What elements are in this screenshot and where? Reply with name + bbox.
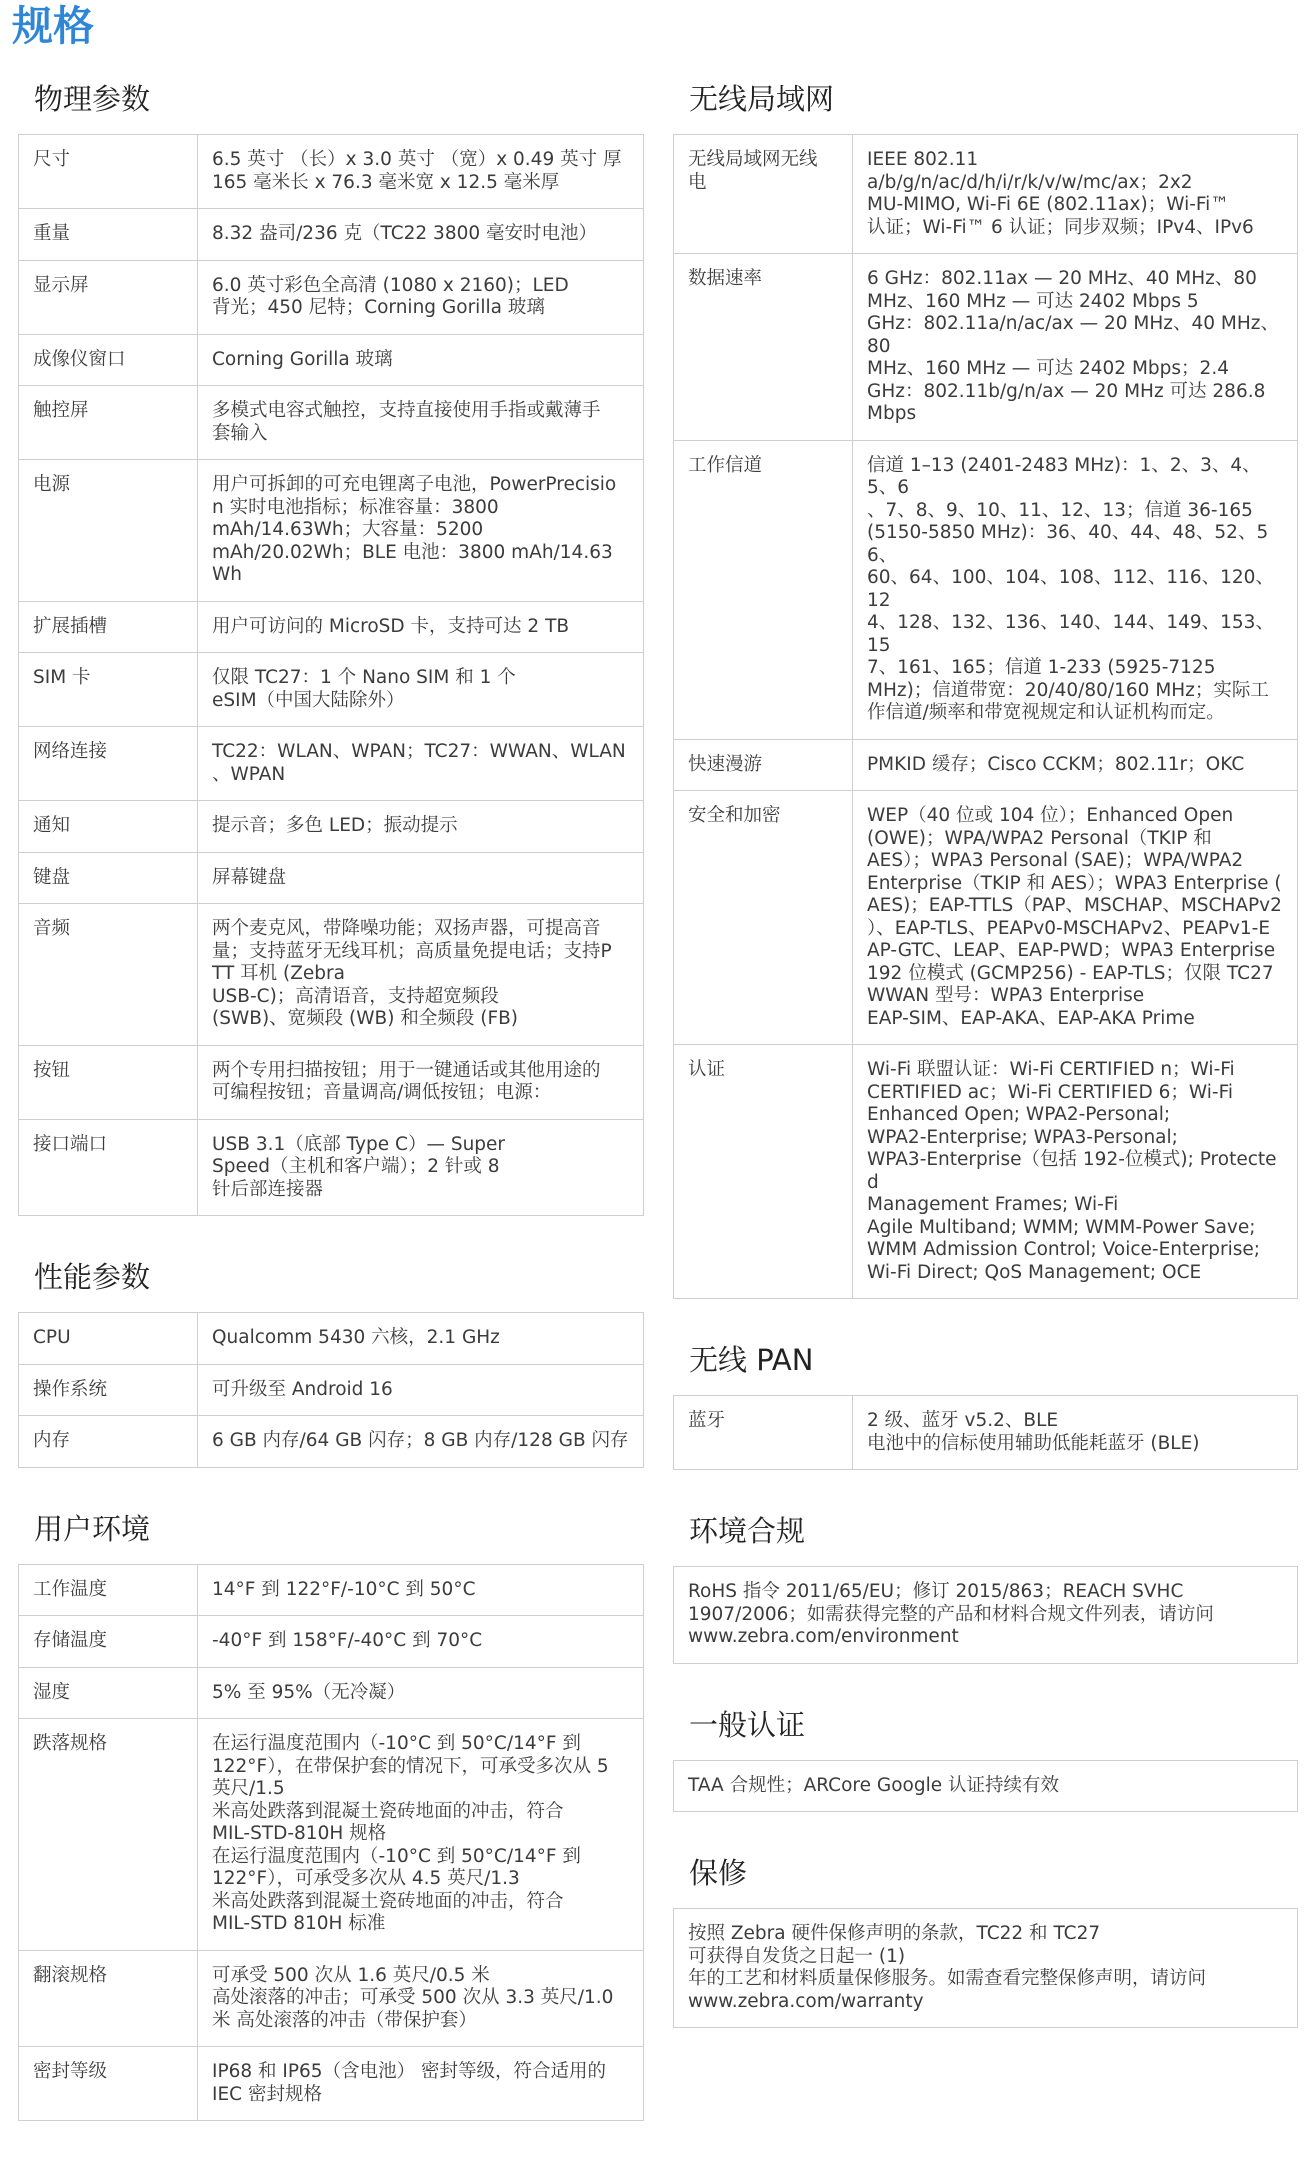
spec-value: 8.32 盎司/236 克（TC22 3800 毫安时电池）	[198, 209, 644, 261]
spec-value: 6 GB 内存/64 GB 闪存；8 GB 内存/128 GB 闪存	[198, 1416, 644, 1468]
spec-label: 快速漫游	[674, 739, 853, 791]
spec-value: 14°F 到 122°F/-10°C 到 50°C	[198, 1564, 644, 1616]
right-spec-section	[673, 1337, 1298, 1470]
spec-label: 工作温度	[19, 1564, 198, 1616]
left-spec-section	[18, 1254, 644, 1468]
spec-value: 6.5 英寸 （长）x 3.0 英寸 （宽）x 0.49 英寸 厚 165 毫米长 x 76.3 毫米宽 x 12.5 毫米厚	[198, 135, 644, 209]
spec-note: TAA 合规性；ARCore Google 认证持续有效	[673, 1760, 1298, 1813]
table-row	[674, 1396, 1298, 1470]
spec-label: 密封等级	[19, 2047, 198, 2121]
table-row	[674, 1045, 1298, 1299]
section-title: 用户环境	[34, 1511, 151, 1546]
spec-label: 触控屏	[19, 386, 198, 460]
spec-value: 6.0 英寸彩色全高清 (1080 x 2160)；LED 背光；450 尼特；Corning Gorilla 玻璃	[198, 260, 644, 334]
spec-table	[673, 134, 1298, 1299]
spec-label: 成像仪窗口	[19, 334, 198, 386]
spec-value: IP68 和 IP65（含电池） 密封等级，符合适用的 IEC 密封规格	[198, 2047, 644, 2121]
table-row	[19, 852, 644, 904]
table-row	[19, 727, 644, 801]
table-row	[19, 1045, 644, 1119]
spec-label: 翻滚规格	[19, 1950, 198, 2047]
section-title: 无线 PAN	[689, 1343, 814, 1377]
spec-value: PMKID 缓存；Cisco CCKM；802.11r；OKC	[853, 739, 1298, 791]
spec-label: 按钮	[19, 1045, 198, 1119]
spec-table	[18, 1564, 644, 2122]
spec-label: 工作信道	[674, 440, 853, 739]
spec-label: 安全和加密	[674, 791, 853, 1045]
left-column	[18, 76, 644, 2159]
table-row	[19, 135, 644, 209]
table-row	[19, 904, 644, 1046]
table-row	[19, 801, 644, 853]
spec-label: 音频	[19, 904, 198, 1046]
spec-table	[673, 1395, 1298, 1470]
spec-value: 两个专用扫描按钮；用于一键通话或其他用途的 可编程按钮；音量调高/调低按钮；电源：	[198, 1045, 644, 1119]
table-row	[19, 1364, 644, 1416]
section-title: 物理参数	[34, 82, 151, 116]
spec-value: 两个麦克风，带降噪功能；双扬声器，可提高音 量；支持蓝牙无线耳机；高质量免提电话；支持P TT 耳机 (Zebra USB-C)；高清语音，支持超宽频段 (SWB)、宽频段 (WB) 和全频段 (FB)	[198, 904, 644, 1046]
spec-label: 跌落规格	[19, 1719, 198, 1951]
table-row	[19, 1313, 644, 1365]
right-spec-section	[673, 1508, 1298, 1664]
spec-value: -40°F 到 158°F/-40°C 到 70°C	[198, 1616, 644, 1668]
section-title: 一般认证	[689, 1707, 806, 1742]
spec-note: 按照 Zebra 硬件保修声明的条款，TC22 和 TC27 可获得自发货之日起一 (1) 年的工艺和材料质量保修服务。如需查看完整保修声明，请访问 www.zebra.com/warranty	[673, 1908, 1298, 2028]
spec-label: 认证	[674, 1045, 853, 1299]
spec-label: 显示屏	[19, 260, 198, 334]
spec-value: 用户可访问的 MicroSD 卡，支持可达 2 TB	[198, 601, 644, 653]
spec-table	[18, 134, 644, 1216]
spec-value: 仅限 TC27：1 个 Nano SIM 和 1 个 eSIM（中国大陆除外）	[198, 653, 644, 727]
spec-label: 电源	[19, 460, 198, 602]
table-row	[674, 791, 1298, 1045]
spec-value: Wi-Fi 联盟认证：Wi-Fi CERTIFIED n；Wi-Fi CERTIFIED ac；Wi-Fi CERTIFIED 6；Wi-Fi Enhanced Open; WPA2-Personal; WPA2-Enterprise; WPA3-Personal; WPA3-Enterprise（包括 192-位模式); Protected Management Frames; Wi-Fi Agile Multiband; WMM; WMM-Power Save; WMM Admission Control; Voice-Enterprise; Wi-Fi Direct; QoS Management; OCE	[853, 1045, 1298, 1299]
section-title: 性能参数	[34, 1260, 151, 1294]
table-row	[19, 386, 644, 460]
section-title: 无线局域网	[689, 82, 835, 116]
table-row	[19, 1119, 644, 1216]
spec-value: 5% 至 95%（无冷凝）	[198, 1667, 644, 1719]
spec-value: 2 级、蓝牙 v5.2、BLE 电池中的信标使用辅助低能耗蓝牙 (BLE)	[853, 1396, 1298, 1470]
spec-label: 无线局域网无线 电	[674, 135, 853, 254]
spec-value: 多模式电容式触控，支持直接使用手指或戴薄手 套输入	[198, 386, 644, 460]
table-row	[19, 334, 644, 386]
table-row	[19, 460, 644, 602]
page-title: 规格	[12, 2, 94, 50]
spec-label: CPU	[19, 1313, 198, 1365]
spec-label: 通知	[19, 801, 198, 853]
spec-label: 网络连接	[19, 727, 198, 801]
spec-label: 重量	[19, 209, 198, 261]
table-row	[19, 1564, 644, 1616]
spec-value: 可承受 500 次从 1.6 英尺/0.5 米 高处滚落的冲击；可承受 500 次从 3.3 英尺/1.0 米 高处滚落的冲击（带保护套）	[198, 1950, 644, 2047]
right-column	[673, 76, 1298, 2066]
spec-value: 可升级至 Android 16	[198, 1364, 644, 1416]
spec-value: 提示音；多色 LED；振动提示	[198, 801, 644, 853]
right-spec-section	[673, 1702, 1298, 1813]
spec-value: Corning Gorilla 玻璃	[198, 334, 644, 386]
spec-label: 接口端口	[19, 1119, 198, 1216]
spec-label: 扩展插槽	[19, 601, 198, 653]
left-spec-section	[18, 76, 644, 1216]
table-row	[19, 209, 644, 261]
spec-label: 数据速率	[674, 254, 853, 441]
spec-value: 信道 1–13 (2401-2483 MHz)：1、2、3、4、5、6 、7、8、9、10、11、12、13；信道 36-165 (5150-5850 MHz)：36、40、44、48、52、56、 60、64、100、104、108、112、116、120、12 4、128、132、136、140、144、149、153、15 7、161、165；信道 1-233 (5925-7125 MHz)；信道带宽：20/40/80/160 MHz；实际工 作信道/频率和带宽视规定和认证机构而定。	[853, 440, 1298, 739]
table-row	[19, 653, 644, 727]
table-row	[19, 1416, 644, 1468]
spec-label: 存储温度	[19, 1616, 198, 1668]
table-row	[19, 1719, 644, 1951]
table-row	[674, 440, 1298, 739]
spec-value: WEP（40 位或 104 位）；Enhanced Open (OWE)；WPA/WPA2 Personal（TKIP 和 AES）；WPA3 Personal (SAE)；WPA/WPA2 Enterprise（TKIP 和 AES）；WPA3 Enterprise ( AES)；EAP-TTLS（PAP、MSCHAP、MSCHAPv2 ）、EAP-TLS、PEAPv0-MSCHAPv2、PEAPv1-E AP-GTC、LEAP、EAP-PWD；WPA3 Enterprise 192 位模式 (GCMP256) - EAP-TLS；仅限 TC27 WWAN 型号：WPA3 Enterprise EAP-SIM、EAP-AKA、EAP-AKA Prime	[853, 791, 1298, 1045]
spec-label: 湿度	[19, 1667, 198, 1719]
spec-table	[18, 1312, 644, 1468]
table-row	[674, 135, 1298, 254]
table-row	[674, 739, 1298, 791]
right-spec-section	[673, 76, 1298, 1299]
spec-label: 蓝牙	[674, 1396, 853, 1470]
table-row	[19, 2047, 644, 2121]
spec-label: 操作系统	[19, 1364, 198, 1416]
section-title: 环境合规	[689, 1514, 806, 1548]
spec-value: 在运行温度范围内（-10°C 到 50°C/14°F 到 122°F），在带保护套的情况下，可承受多次从 5 英尺/1.5 米高处跌落到混凝土瓷砖地面的冲击，符合 MIL-STD-810H 规格 在运行温度范围内（-10°C 到 50°C/14°F 到 122°F），可承受多次从 4.5 英尺/1.3 米高处跌落到混凝土瓷砖地面的冲击，符合 MIL-STD 810H 标准	[198, 1719, 644, 1951]
spec-value: 6 GHz：802.11ax — 20 MHz、40 MHz、80 MHz、160 MHz — 可达 2402 Mbps 5 GHz：802.11a/n/ac/ax — 20 MHz、40 MHz、80 MHz、160 MHz — 可达 2402 Mbps；2.4 GHz：802.11b/g/n/ax — 20 MHz 可达 286.8 Mbps	[853, 254, 1298, 441]
table-row	[19, 1616, 644, 1668]
table-row	[19, 1667, 644, 1719]
spec-value: USB 3.1（底部 Type C）— Super Speed（主机和客户端）；2 针或 8 针后部连接器	[198, 1119, 644, 1216]
table-row	[19, 601, 644, 653]
spec-value: IEEE 802.11 a/b/g/n/ac/d/h/i/r/k/v/w/mc/ax；2x2 MU-MIMO, Wi-Fi 6E (802.11ax)；Wi-Fi™ 认证；Wi-Fi™ 6 认证；同步双频；IPv4、IPv6	[853, 135, 1298, 254]
table-row	[19, 1950, 644, 2047]
spec-label: 键盘	[19, 852, 198, 904]
spec-value: Qualcomm 5430 六核，2.1 GHz	[198, 1313, 644, 1365]
spec-value: 屏幕键盘	[198, 852, 644, 904]
left-spec-section	[18, 1506, 644, 2122]
section-title: 保修	[689, 1856, 748, 1890]
table-row	[19, 260, 644, 334]
spec-value: 用户可拆卸的可充电锂离子电池，PowerPrecisio n 实时电池指标；标准容量：3800 mAh/14.63Wh；大容量：5200 mAh/20.02Wh；BLE 电池：3800 mAh/14.63Wh	[198, 460, 644, 602]
spec-value: TC22：WLAN、WPAN；TC27：WWAN、WLAN 、WPAN	[198, 727, 644, 801]
spec-label: 内存	[19, 1416, 198, 1468]
spec-label: 尺寸	[19, 135, 198, 209]
table-row	[674, 254, 1298, 441]
spec-note: RoHS 指令 2011/65/EU；修订 2015/863；REACH SVHC 1907/2006；如需获得完整的产品和材料合规文件列表，请访问 www.zebra.com/environment	[673, 1566, 1298, 1664]
spec-label: SIM 卡	[19, 653, 198, 727]
right-spec-section	[673, 1850, 1298, 2028]
